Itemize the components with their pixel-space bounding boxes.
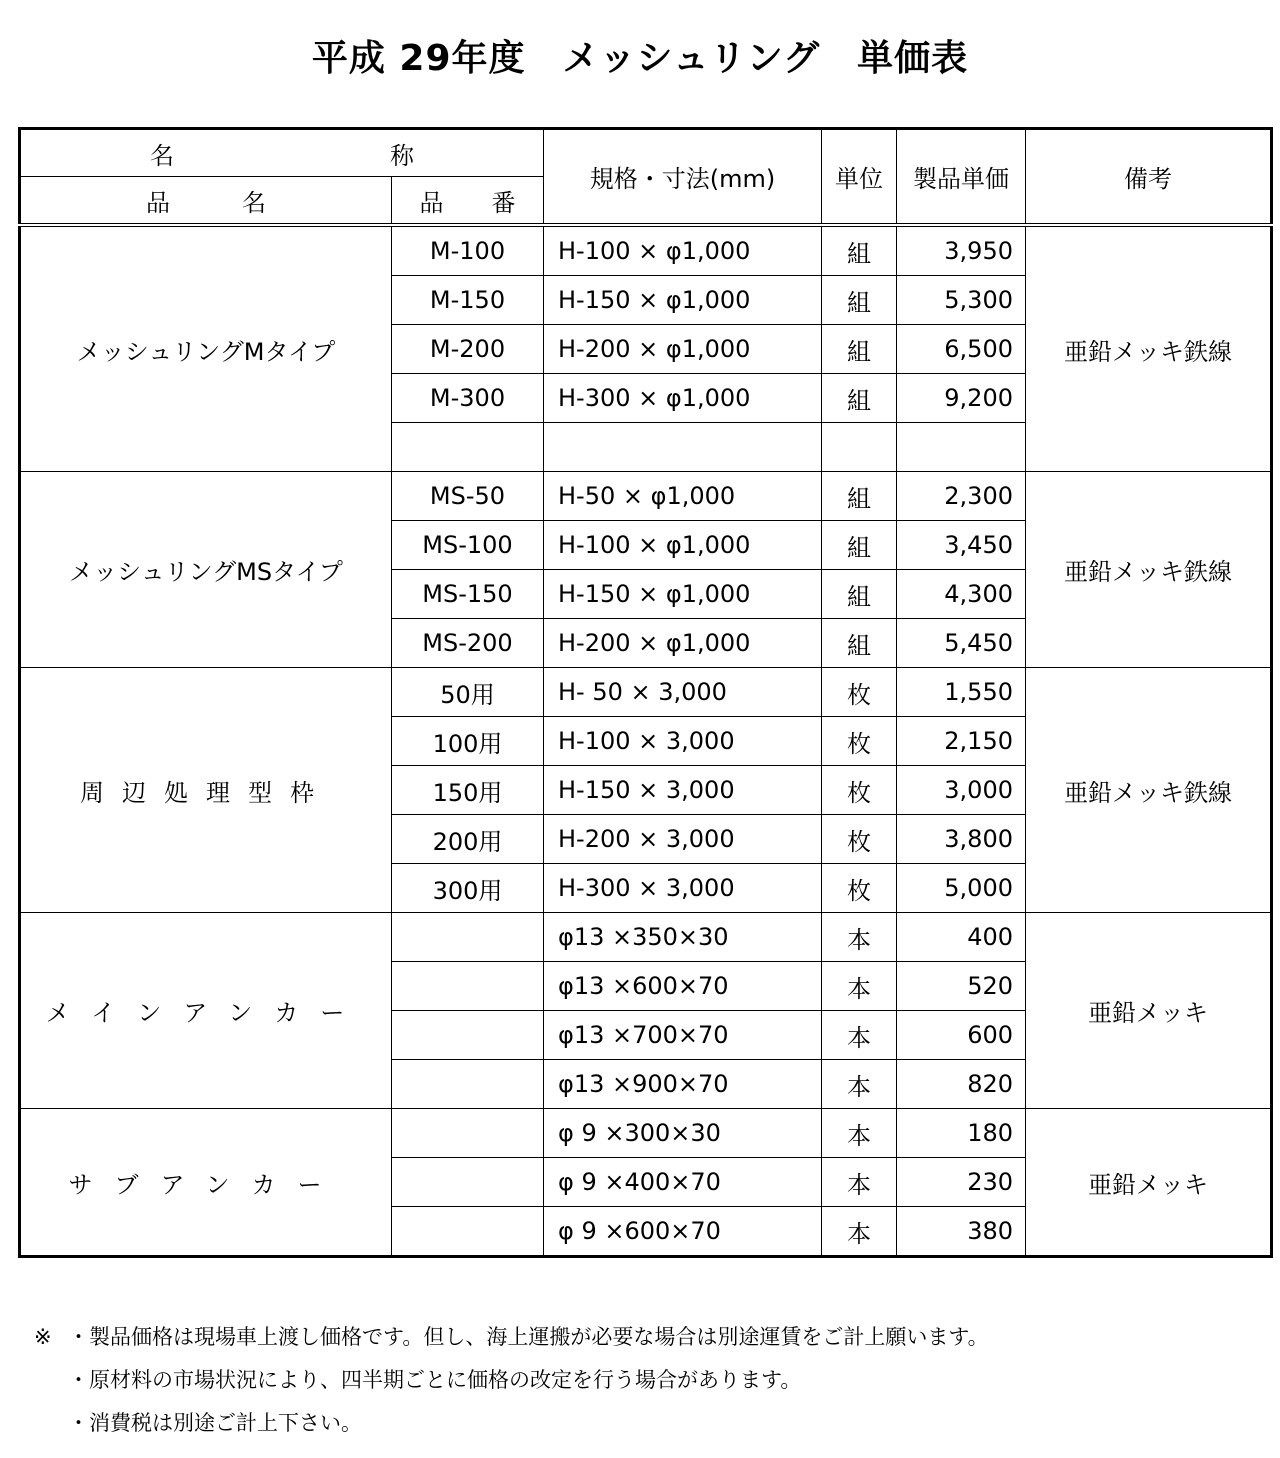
spec-cell: H-50 × φ1,000	[544, 472, 822, 521]
product-code: 300用	[392, 864, 544, 913]
unit-cell: 組	[822, 570, 897, 619]
header-product-no: 品 番	[392, 177, 544, 226]
product-code: M-100	[392, 225, 544, 276]
table-row	[20, 225, 1272, 276]
group-name: メインアンカー	[20, 913, 392, 1109]
spec-cell: φ 9 ×400×70	[544, 1158, 822, 1207]
spec-cell: φ13 ×350×30	[544, 913, 822, 962]
price-cell: 180	[897, 1109, 1026, 1158]
unit-cell: 枚	[822, 815, 897, 864]
spec-cell: H- 50 × 3,000	[544, 668, 822, 717]
product-code: 150用	[392, 766, 544, 815]
price-table	[18, 127, 1273, 1258]
price-cell: 5,450	[897, 619, 1026, 668]
price-cell: 380	[897, 1207, 1026, 1257]
table-row	[20, 472, 1272, 521]
note-line-3	[34, 1402, 989, 1445]
product-code: M-200	[392, 325, 544, 374]
unit-cell: 本	[822, 913, 897, 962]
unit-cell: 組	[822, 472, 897, 521]
price-cell: 4,300	[897, 570, 1026, 619]
product-code: M-150	[392, 276, 544, 325]
price-cell: 230	[897, 1158, 1026, 1207]
product-code: MS-150	[392, 570, 544, 619]
product-code: 100用	[392, 717, 544, 766]
spec-cell: H-150 × 3,000	[544, 766, 822, 815]
unit-cell: 枚	[822, 668, 897, 717]
unit-cell: 本	[822, 1060, 897, 1109]
unit-cell: 枚	[822, 864, 897, 913]
price-cell: 5,300	[897, 276, 1026, 325]
unit-cell: 本	[822, 1207, 897, 1257]
spec-cell	[544, 423, 822, 472]
note-text: ・原材料の市場状況により、四半期ごとに価格の改定を行う場合があります。	[68, 1368, 802, 1392]
unit-cell: 組	[822, 374, 897, 423]
spec-cell: H-200 × 3,000	[544, 815, 822, 864]
spec-cell: φ13 ×700×70	[544, 1011, 822, 1060]
spec-cell: φ 9 ×600×70	[544, 1207, 822, 1257]
spec-cell: φ13 ×600×70	[544, 962, 822, 1011]
product-code: M-300	[392, 374, 544, 423]
group-name: メッシュリングMタイプ	[20, 225, 392, 472]
header-price: 製品単価	[897, 129, 1026, 226]
unit-cell: 本	[822, 1109, 897, 1158]
spec-cell: H-150 × φ1,000	[544, 276, 822, 325]
product-code	[392, 1207, 544, 1257]
header-product-name: 品 名	[20, 177, 392, 226]
remarks-cell: 亜鉛メッキ鉄線	[1026, 225, 1272, 472]
product-code: 50用	[392, 668, 544, 717]
spec-cell: φ 9 ×300×30	[544, 1109, 822, 1158]
group-name: メッシュリングMSタイプ	[20, 472, 392, 668]
unit-cell: 本	[822, 1011, 897, 1060]
price-cell: 400	[897, 913, 1026, 962]
product-code	[392, 913, 544, 962]
unit-cell: 組	[822, 521, 897, 570]
table-row	[20, 1109, 1272, 1158]
unit-cell: 組	[822, 225, 897, 276]
group-name: 周辺処理型枠	[20, 668, 392, 913]
spec-cell: H-100 × 3,000	[544, 717, 822, 766]
product-code: 200用	[392, 815, 544, 864]
price-cell: 600	[897, 1011, 1026, 1060]
note-text: ・製品価格は現場車上渡し価格です。但し、海上運搬が必要な場合は別途運賃をご計上願います。	[68, 1325, 989, 1349]
price-cell: 3,950	[897, 225, 1026, 276]
price-cell: 5,000	[897, 864, 1026, 913]
spec-cell: φ13 ×900×70	[544, 1060, 822, 1109]
price-cell: 3,000	[897, 766, 1026, 815]
remarks-cell: 亜鉛メッキ鉄線	[1026, 472, 1272, 668]
product-code: MS-200	[392, 619, 544, 668]
note-line-1	[34, 1316, 989, 1359]
unit-cell: 本	[822, 962, 897, 1011]
price-cell	[897, 423, 1026, 472]
remarks-cell: 亜鉛メッキ	[1026, 913, 1272, 1109]
unit-cell: 枚	[822, 766, 897, 815]
price-cell: 9,200	[897, 374, 1026, 423]
spec-cell: H-300 × 3,000	[544, 864, 822, 913]
unit-cell	[822, 423, 897, 472]
product-code	[392, 1158, 544, 1207]
note-mark: ※	[34, 1325, 52, 1349]
product-code: MS-100	[392, 521, 544, 570]
header-unit: 単位	[822, 129, 897, 226]
table-row	[20, 913, 1272, 962]
remarks-cell: 亜鉛メッキ	[1026, 1109, 1272, 1257]
notes	[34, 1316, 989, 1445]
price-cell: 6,500	[897, 325, 1026, 374]
spec-cell: H-150 × φ1,000	[544, 570, 822, 619]
price-cell: 520	[897, 962, 1026, 1011]
product-code	[392, 423, 544, 472]
note-line-2	[34, 1359, 989, 1402]
remarks-cell: 亜鉛メッキ鉄線	[1026, 668, 1272, 913]
spec-cell: H-100 × φ1,000	[544, 521, 822, 570]
spec-cell: H-100 × φ1,000	[544, 225, 822, 276]
price-cell: 2,300	[897, 472, 1026, 521]
price-cell: 3,450	[897, 521, 1026, 570]
product-code	[392, 1060, 544, 1109]
unit-cell: 枚	[822, 717, 897, 766]
price-cell: 820	[897, 1060, 1026, 1109]
header-row-1	[20, 129, 1272, 177]
product-code	[392, 962, 544, 1011]
header-name: 名 称	[20, 129, 544, 177]
price-cell: 2,150	[897, 717, 1026, 766]
unit-cell: 本	[822, 1158, 897, 1207]
price-cell: 3,800	[897, 815, 1026, 864]
header-remarks: 備考	[1026, 129, 1272, 226]
price-cell: 1,550	[897, 668, 1026, 717]
unit-cell: 組	[822, 619, 897, 668]
group-name: サブアンカー	[20, 1109, 392, 1257]
spec-cell: H-200 × φ1,000	[544, 619, 822, 668]
unit-cell: 組	[822, 276, 897, 325]
unit-cell: 組	[822, 325, 897, 374]
spec-cell: H-200 × φ1,000	[544, 325, 822, 374]
product-code	[392, 1011, 544, 1060]
product-code	[392, 1109, 544, 1158]
table-row	[20, 668, 1272, 717]
product-code: MS-50	[392, 472, 544, 521]
spec-cell: H-300 × φ1,000	[544, 374, 822, 423]
note-text: ・消費税は別途ご計上下さい。	[68, 1411, 362, 1435]
page-title: 平成 29年度 メッシュリング 単価表	[311, 38, 969, 79]
header-spec: 規格・寸法(mm)	[544, 129, 822, 226]
